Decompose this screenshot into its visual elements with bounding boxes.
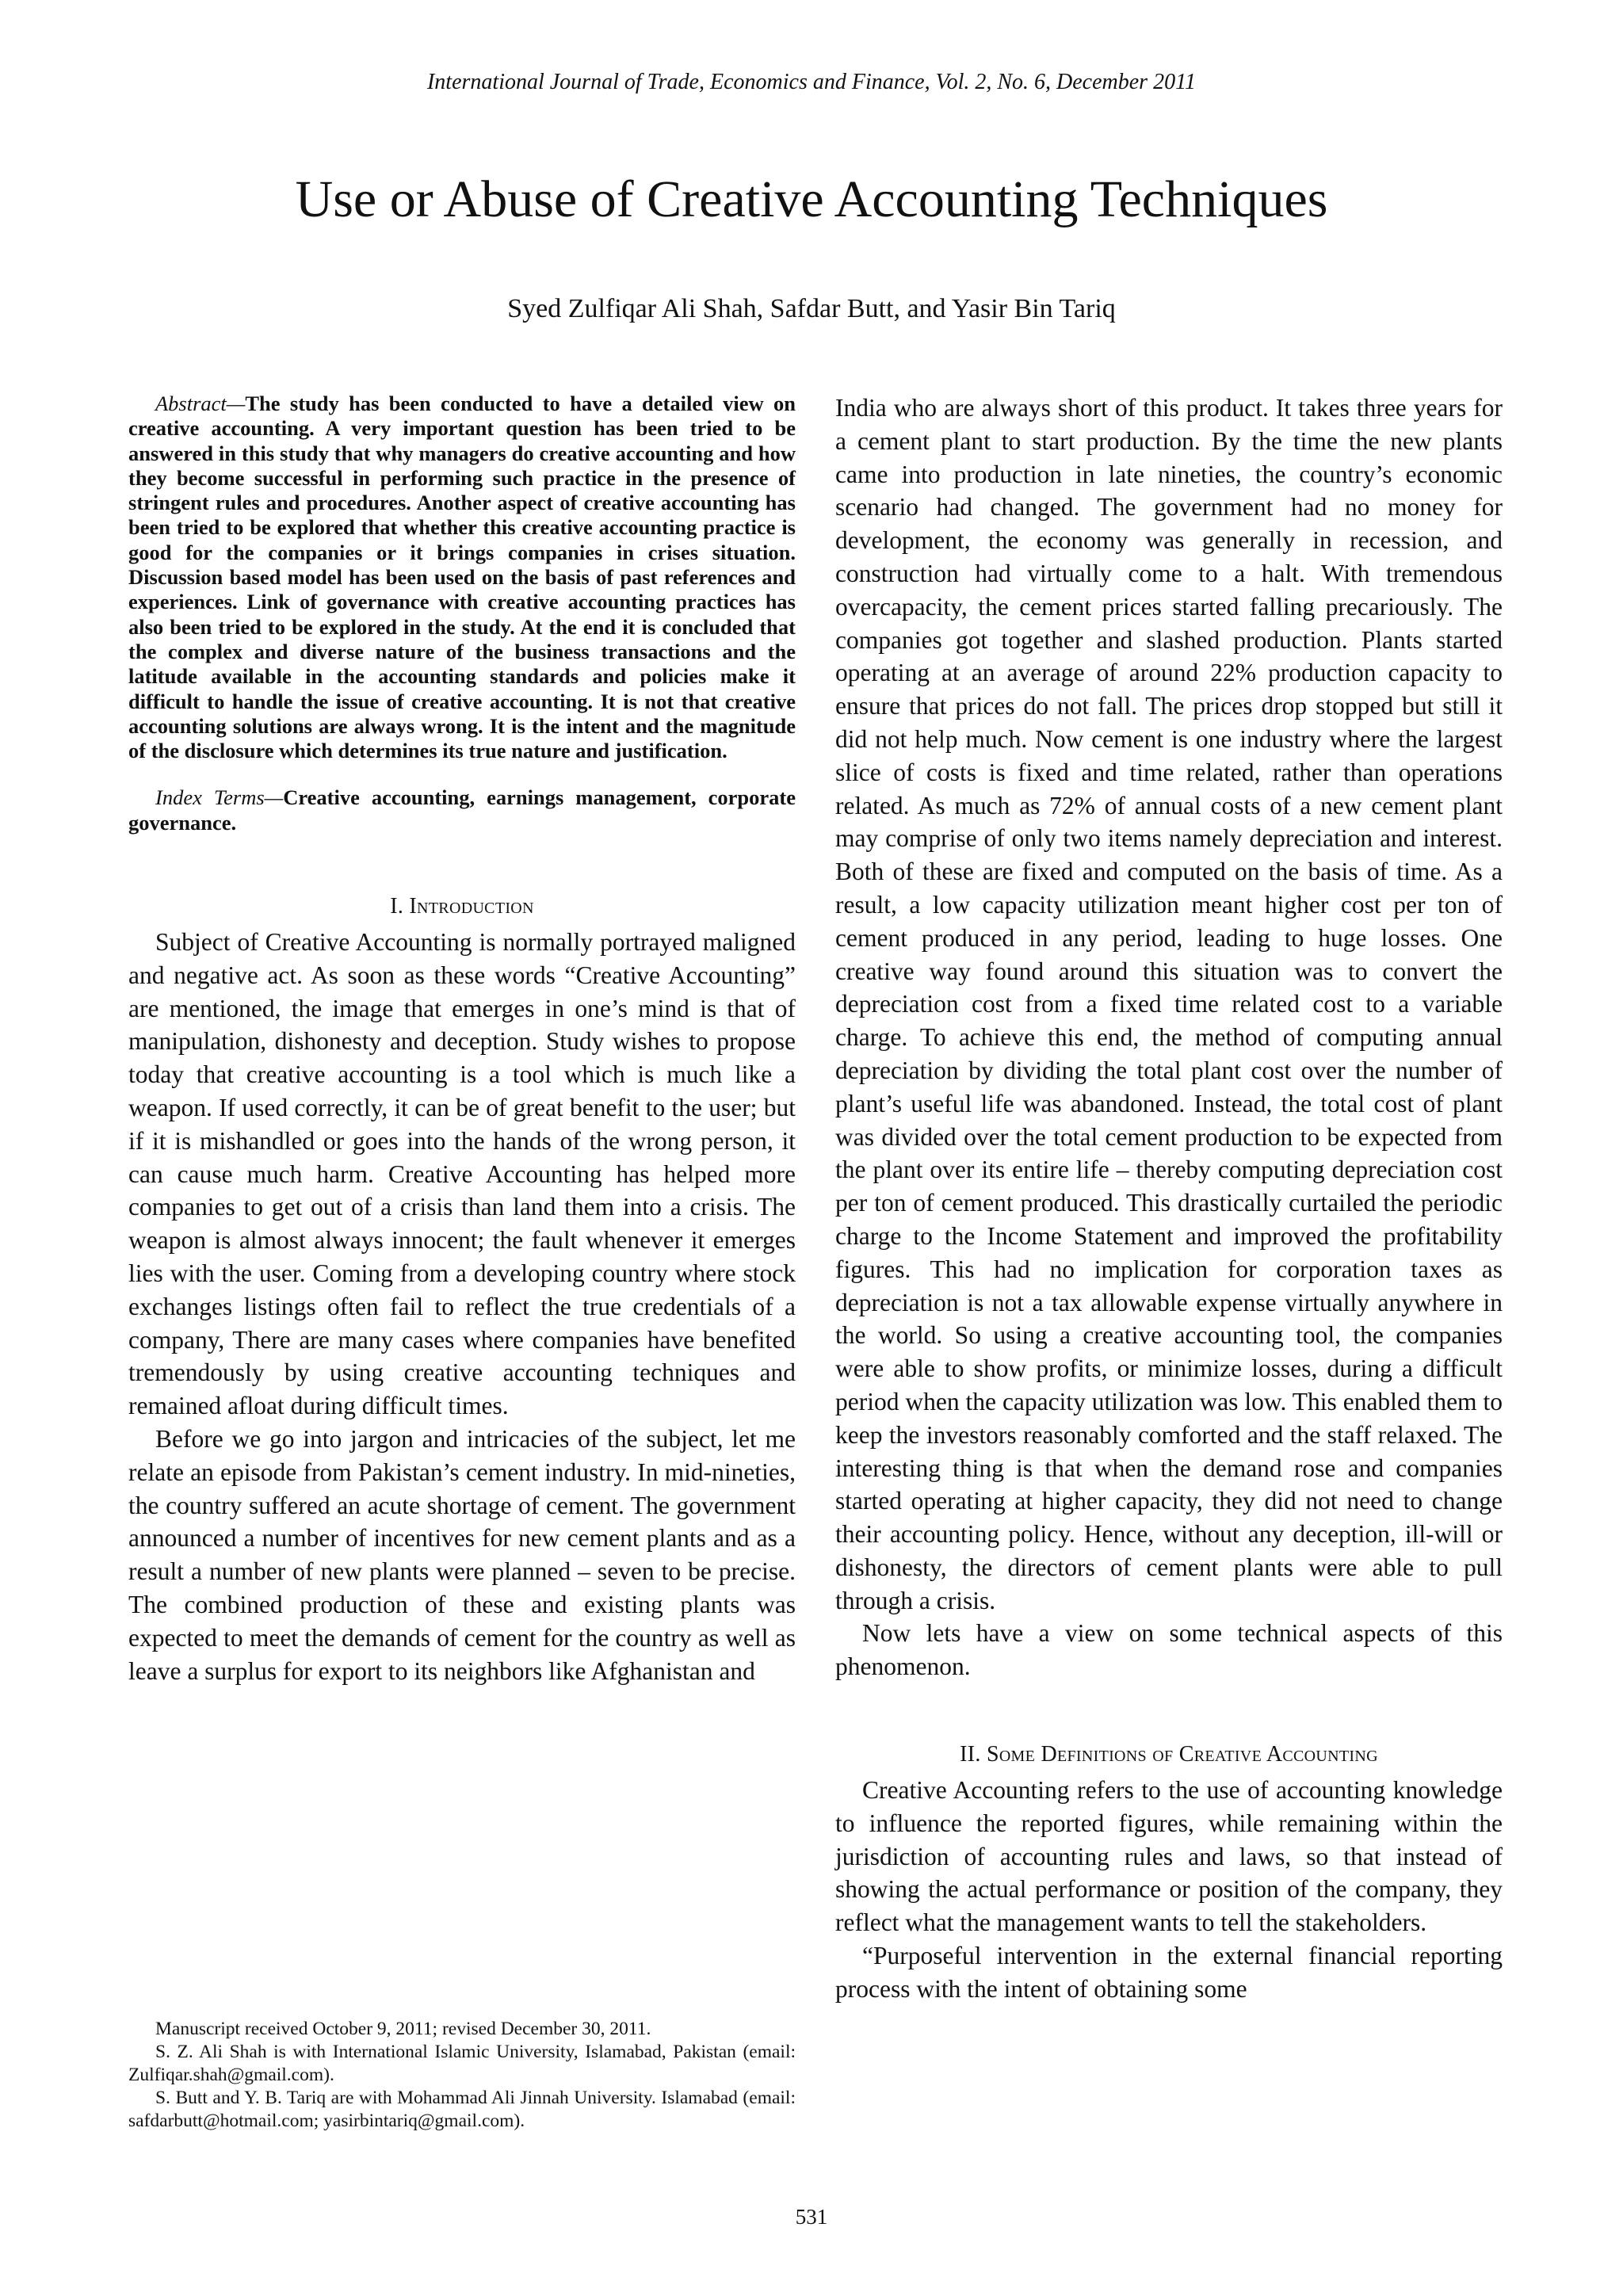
footnote-received: Manuscript received October 9, 2011; revised December 30, 2011. [155, 2019, 651, 2039]
right-column [835, 392, 1503, 2006]
paragraph: “Purposeful intervention in the external financial reporting process with the intent of obtaining some [835, 1942, 1503, 2003]
paragraph: Now lets have a view on some technical aspects of this phenomenon. [835, 1619, 1503, 1681]
journal-header: International Journal of Trade, Economics and Finance, Vol. 2, No. 6, December 2011 [426, 70, 1197, 94]
section-heading-definitions: II. Some Definitions of Creative Accounting [960, 1742, 1378, 1767]
index-terms-text: Creative accounting, earnings management, corporate governance. [128, 785, 796, 835]
abstract-text: The study has been conducted to have a detailed view on creative accounting. A very important question has been tried to be answered in this study that why managers do creative accounting and how they become successful in performing such practice in the presence of stringent rules and procedures. Another aspect of creative accounting has been tried to be explored that whether this creative accounting practice is good for the companies or it brings companies in crises situation. Discussion based model has been used on the basis of past references and experiences. Link of governance with creative accounting practices has also been tried to be explored in the study. At the end it is concluded that the complex and diverse nature of the business transactions and the latitude available in the accounting standards and policies make it difficult to handle the issue of creative accounting. It is not that creative accounting solutions are always wrong. It is the intent and the magnitude of the disclosure which determines its true nature and justification. [128, 392, 796, 763]
abstract-label: Abstract— [155, 392, 246, 415]
paragraph: India who are always short of this product. It takes three years for a cement plant to start production. By the time the new plants came into production in late nineties, the country’s economic scenario had changed. The government had no money for development, the economy was generally in recession, and construction had virtually come to a halt. With tremendous overcapacity, the cement prices started falling precariously. The companies got together and slashed production. Plants started operating at an average of around 22% production capacity to ensure that prices do not fall. The prices drop stopped but still it did not help much. Now cement is one industry where the largest slice of costs is fixed and time related, rather than operations related. As much as 72% of annual costs of a new cement plant may comprise of only two items namely depreciation and interest. Both of these are fixed and computed on the basis of time. As a result, a low capacity utilization meant higher cost per ton of cement produced in any period, leading to huge losses. One creative way found around this situation was to convert the depreciation cost from a fixed time related cost to a variable charge. To achieve this end, the method of computing annual depreciation by dividing the total plant cost over the number of plant’s useful life was abandoned. Instead, the total cost of plant was divided over the total cement production to be expected from the plant over its entire life – thereby computing depreciation cost per ton of cement produced. This drastically curtailed the periodic charge to the Income Statement and improved the profitability figures. This had no implication for corporation taxes as depreciation is not a tax allowable expense virtually anywhere in the world. So using a creative accounting tool, the companies were able to show profits, or minimize losses, during a difficult period when the capacity utilization was low. This enabled them to keep the investors reasonably comforted and the staff relaxed. The interesting thing is that when the demand rose and companies started operating at higher capacity, they did not need to change their accounting policy. Hence, without any deception, ill-will or dishonesty, the directors of cement plants were able to pull through a crisis. [835, 394, 1503, 1614]
footnote-author1: S. Z. Ali Shah is with International Islamic University, Islamabad, Pakistan (email: Zulfiqar.shah@gmail.com). [128, 2042, 796, 2085]
paragraph: Creative Accounting refers to the use of accounting knowledge to influence the reported figures, while remaining within the jurisdiction of accounting rules and laws, so that instead of showing the actual performance or position of the company, they reflect what the management wants to tell the stakeholders. [835, 1776, 1503, 1937]
author-list: Syed Zulfiqar Ali Shah, Safdar Butt, and Yasir Bin Tariq [507, 294, 1116, 323]
section-heading-introduction: I. Introduction [390, 894, 534, 919]
paragraph: Subject of Creative Accounting is normally portrayed maligned and negative act. As soon as these words “Creative Accounting” are mentioned, the image that emerges in one’s mind is that of manipulation, dishonesty and deception. Study wishes to propose today that creative accounting is a tool which is much like a weapon. If used correctly, it can be of great benefit to the user; but if it is mishandled or goes into the hands of the wrong person, it can cause much harm. Creative Accounting has helped more companies to get out of a crisis than land them into a crisis. The weapon is almost always innocent; the fault whenever it emerges lies with the user. Coming from a developing country where stock exchanges listings often fail to reflect the true credentials of a company, There are many cases where companies have benefited tremendously by using creative accounting techniques and remained afloat during difficult times. [128, 928, 796, 1420]
page-number: 531 [795, 2205, 828, 2229]
footnote-author2: S. Butt and Y. B. Tariq are with Mohammad Ali Jinnah University. Islamabad (email: safdarbutt@hotmail.com; yasirbintariq@gmail.com). [128, 2088, 796, 2131]
left-column [128, 392, 796, 1687]
abstract [128, 392, 796, 763]
paper-title: Use or Abuse of Creative Accounting Techniques [295, 170, 1328, 228]
index-terms [128, 785, 796, 835]
index-terms-label: Index Terms— [155, 785, 284, 810]
footnotes [128, 2018, 796, 2133]
paragraph: Before we go into jargon and intricacies of the subject, let me relate an episode from Pakistan’s cement industry. In mid-nineties, the country suffered an acute shortage of cement. The government announced a number of incentives for new cement plants and as a result a number of new plants were planned – seven to be precise. The combined production of these and existing plants was expected to meet the demands of cement for the country as well as leave a surplus for export to its neighbors like Afghanistan and [128, 1425, 796, 1685]
